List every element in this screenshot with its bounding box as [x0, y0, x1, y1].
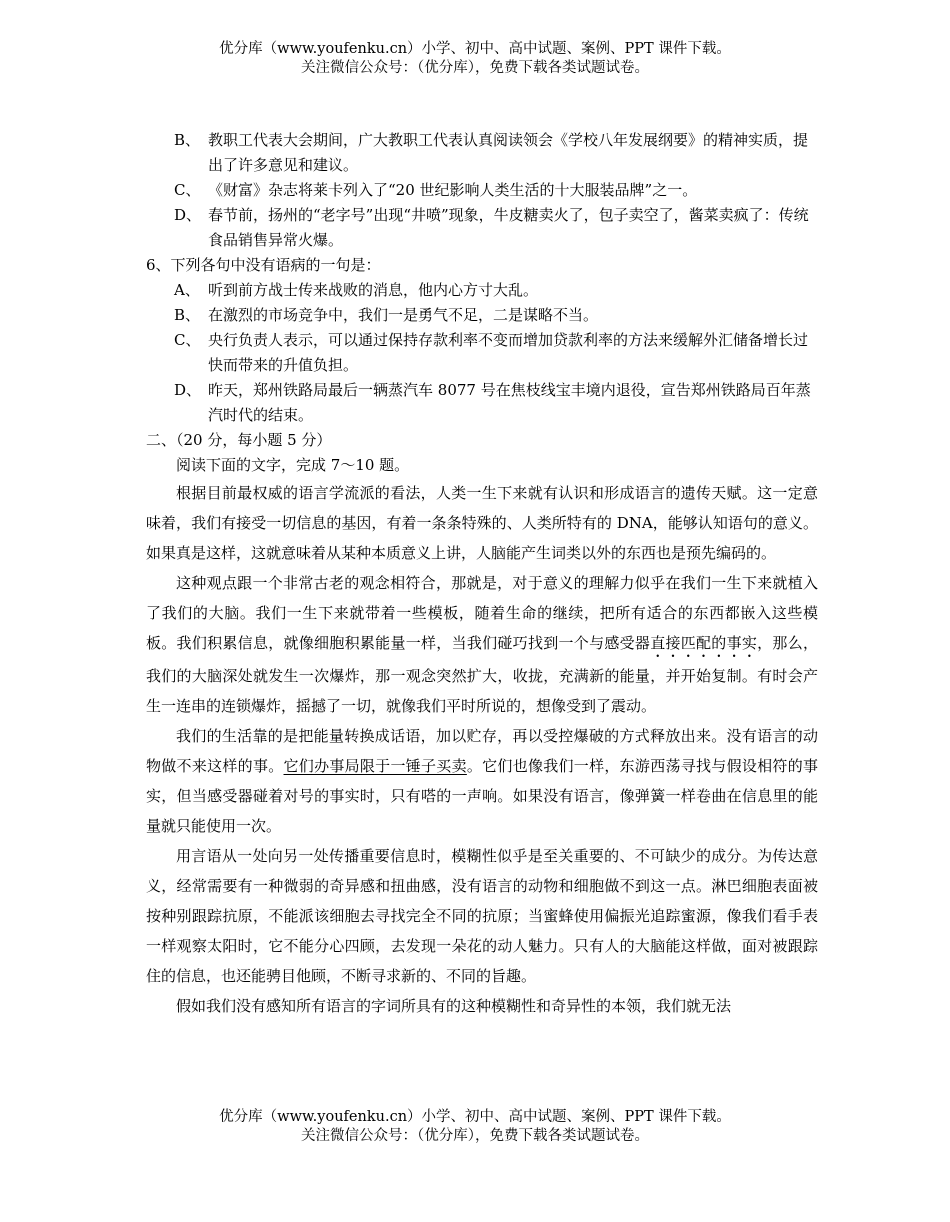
section-instruction: 阅读下面的文字，完成 7～10 题。: [176, 456, 410, 474]
passage-paragraph-2: [146, 568, 818, 721]
footer-line-2: 关注微信公众号：（优分库），免费下载各类试题试卷。: [301, 1128, 649, 1144]
q6-option-a: [146, 278, 818, 303]
q5-option-b: [146, 128, 818, 178]
option-text: 教职工代表大会期间，广大教职工代表认真阅读领会《学校八年发展纲要》的精神实质，提出了许多意见和建议。: [208, 131, 809, 174]
section-heading: 二、（20 分，每小题 5 分）: [146, 431, 332, 449]
passage-paragraph-5: 假如我们没有感知所有语言的字词所具有的这种模糊性和奇异性的本领，我们就无法: [176, 997, 732, 1015]
q6-option-b: [146, 303, 818, 328]
underlined-sentence: 它们办事局限于一锤子买卖: [283, 757, 467, 775]
option-letter: D、: [174, 206, 202, 224]
option-letter: C、: [174, 331, 201, 349]
option-text: 《财富》杂志将莱卡列入了“20 世纪影响人类生活的十大服装品牌”之一。: [208, 181, 698, 199]
passage-paragraph-4: 用言语从一处向另一处传播重要信息时，模糊性似乎是至关重要的、不可缺少的成分。为传达意义，经常需要有一种微弱的奇异感和扭曲感，没有语言的动物和细胞做不到这一点。淋巴细胞表面被按种别跟踪抗原，不能派该细胞去寻找完全不同的抗原；当蜜蜂使用偏振光追踪蜜源，像我们看手表一样观察太阳时，它不能分心四顾，去发现一朵花的动人魅力。只有人的大脑能这样做，面对被跟踪住的信息，也还能骋目他顾，不断寻求新的、不同的旨趣。: [146, 847, 818, 985]
page-content: [146, 128, 818, 1021]
option-letter: A、: [174, 281, 200, 299]
paragraph-text: 。它们也像我们一样，东游西荡寻找与假设相符的事实，但当感受器碰着对号的事实时，只有嗒的一声响。如果没有语言，像弹簧一样卷曲在信息里的能量就只能使用一次。: [146, 757, 818, 835]
option-text: 昨天，郑州铁路局最后一辆蒸汽车 8077 号在焦枝线宝丰境内退役，宣告郑州铁路局百年蒸汽时代的结束。: [208, 381, 811, 424]
option-letter: C、: [174, 181, 201, 199]
footer-line-1: 优分库（www.youfenku.cn）小学、初中、高中试题、案例、PPT 课件下载。: [219, 1109, 731, 1125]
paragraph-text: 我们的生活靠的是把能量转换成话语，加以贮存，再以受控爆破的方式释放出来。没有语言的动物做不来这样的事。: [146, 727, 818, 775]
option-text: 春节前，扬州的“老字号”出现“井喷”现象，牛皮糖卖火了，包子卖空了，酱菜卖疯了：传统食品销售异常火爆。: [208, 206, 809, 249]
header-line-2: 关注微信公众号：（优分库），免费下载各类试题试卷。: [301, 60, 649, 76]
q6-stem: 6、下列各句中没有语病的一句是：: [146, 256, 381, 274]
q5-option-c: [146, 178, 818, 203]
paragraph-text: ，那么，我们的大脑深处就发生一次爆炸，那一观念突然扩大，收拢，充满新的能量，并开始复制。有时会产生一连串的连锁爆炸，摇撼了一切，就像我们平时所说的，想像受到了震动。: [146, 634, 818, 715]
option-letter: B、: [174, 131, 201, 149]
passage-paragraph-1: 根据目前最权威的语言学流派的看法，人类一生下来就有认识和形成语言的遗传天赋。这一定意味着，我们有接受一切信息的基因，有着一条条特殊的、人类所特有的 DNA，能够认知语句的意义。如果真是这样，这就意味着从某种本质意义上讲，人脑能产生词类以外的东西也是预先编码的。: [146, 484, 818, 562]
q5-option-d: [146, 203, 818, 253]
option-letter: B、: [174, 306, 201, 324]
dotted-phrase: 直接匹配的事实: [650, 634, 758, 652]
header-line-1: 优分库（www.youfenku.cn）小学、初中、高中试题、案例、PPT 课件下载。: [219, 41, 731, 57]
q6-option-c: [146, 328, 818, 378]
page-header: [0, 40, 950, 78]
option-text: 在激烈的市场竞争中，我们一是勇气不足，二是谋略不当。: [208, 306, 599, 324]
page-footer: [0, 1108, 950, 1146]
option-text: 听到前方战士传来战败的消息，他内心方寸大乱。: [208, 281, 539, 299]
option-letter: D、: [174, 381, 202, 399]
option-text: 央行负责人表示，可以通过保持存款利率不变而增加贷款利率的方法来缓解外汇储备增长过快而带来的升值负担。: [208, 331, 809, 374]
q6-option-d: [146, 378, 818, 428]
passage-paragraph-3: [146, 721, 818, 841]
paragraph-text: 这种观点跟一个非常古老的观念相符合，那就是，对于意义的理解力似乎在我们一生下来就植入了我们的大脑。我们一生下来就带着一些模板，随着生命的继续，把所有适合的东西都嵌入这些模板。我们积累信息，就像细胞积累能量一样，当我们碰巧找到一个与感受器: [146, 574, 818, 652]
